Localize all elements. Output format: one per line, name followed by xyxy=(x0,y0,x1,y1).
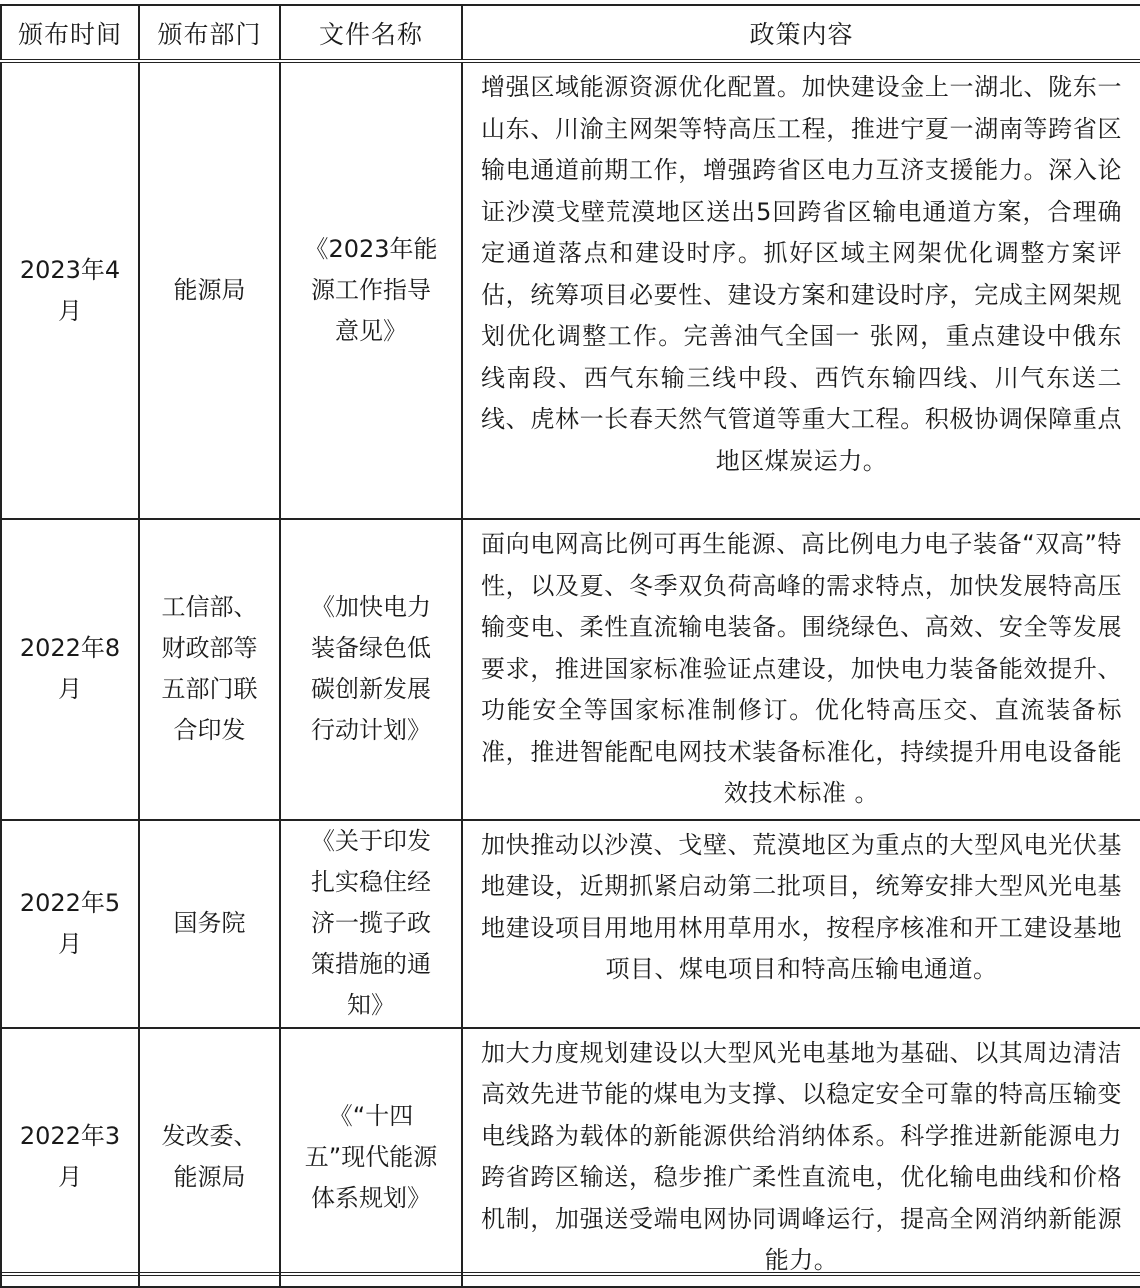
cell-content: 面向电网高比例可再生能源、高比例电力电子装备“双高”特性，以及夏、冬季双负荷高峰的需求特点，加快发展特高压输变电、柔性直流输电装备。围绕绿色、高效、安全等发展要求，推进国家标准验证点建设，加快电力装备能效提升、功能安全等国家标准制修订。优化特高压交、直流装备标准，推进智能配电网技术装备标准化，持续提升用电设备能效技术标准 。 xyxy=(462,519,1140,820)
table-body xyxy=(1,61,1140,1287)
cell-date: 2023年4月 xyxy=(1,61,139,519)
cell-name: 《加快电力装备绿色低碳创新发展行动计划》 xyxy=(280,519,462,820)
table-row xyxy=(1,820,1140,1028)
cell-dept: 国务院 xyxy=(139,820,280,1028)
cell-content: 增强区域能源资源优化配置。加快建设金上一湖北、陇东一山东、川渝主网架等特高压工程，推进宁夏一湖南等跨省区输电通道前期工作，增强跨省区电力互济支援能力。深入论证沙漠戈壁荒漠地区送出5回跨省区输电通道方案，合理确定通道落点和建设时序。抓好区域主网架优化调整方案评估，统筹项目必要性、建设方案和建设时序，完成主网架规划优化调整工作。完善油气全国一 张网，重点建设中俄东线南段、西气东输三线中段、西饩东输四线、川气东送二线、虎林一长春天然气管道等重大工程。积极协调保障重点地区煤炭运力。 xyxy=(462,61,1140,519)
header-dept: 颁布部门 xyxy=(139,5,280,61)
header-date: 颁布时间 xyxy=(1,5,139,61)
cell-name: 《关于印发扎实稳住经济一揽子政策措施的通知》 xyxy=(280,820,462,1028)
table-header xyxy=(1,5,1140,61)
cell-content: 加快推动以沙漠、戈壁、荒漠地区为重点的大型风电光伏基地建设，近期抓紧启动第二批项目，统筹安排大型风光电基地建设项目用地用林用草用水，按程序核准和开工建设基地项目、煤电项目和特高压输电通道。 xyxy=(462,820,1140,1028)
cell-dept: 发改委、能源局 xyxy=(139,1028,280,1287)
cell-dept: 工信部、财政部等五部门联合印发 xyxy=(139,519,280,820)
cell-dept: 能源局 xyxy=(139,61,280,519)
cell-content: 加大力度规划建设以大型风光电基地为基础、以其周边清洁高效先进节能的煤电为支撑、以稳定安全可靠的特高压输变电线路为载体的新能源供给消纳体系。科学推进新能源电力跨省跨区输送，稳步推广柔性直流电，优化输电曲线和价格机制，加强送受端电网协同调峰运行，提高全网消纳新能源能力。 xyxy=(462,1028,1140,1287)
table-row xyxy=(1,1028,1140,1287)
header-name: 文件名称 xyxy=(280,5,462,61)
cell-name: 《2023年能源工作指导意见》 xyxy=(280,61,462,519)
header-content: 政策内容 xyxy=(462,5,1140,61)
policy-table xyxy=(0,4,1140,1288)
table-bottom-rule xyxy=(0,1272,1140,1276)
cell-date: 2022年3月 xyxy=(1,1028,139,1287)
table-row xyxy=(1,519,1140,820)
header-row xyxy=(1,5,1140,61)
cell-date: 2022年8月 xyxy=(1,519,139,820)
cell-date: 2022年5月 xyxy=(1,820,139,1028)
table-row xyxy=(1,61,1140,519)
cell-name: 《“十四五”现代能源体系规划》 xyxy=(280,1028,462,1287)
